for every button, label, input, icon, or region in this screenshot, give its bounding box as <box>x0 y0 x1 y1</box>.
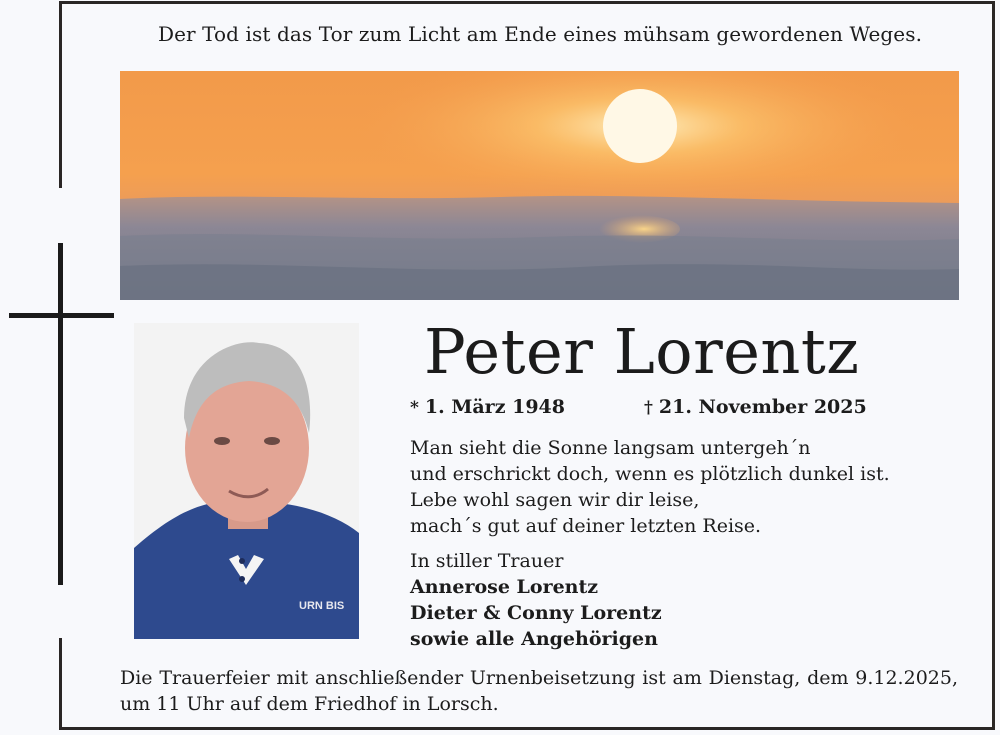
poem <box>410 435 890 539</box>
birth-date-text: 1. März 1948 <box>424 396 565 418</box>
portrait-photo <box>134 323 359 639</box>
mourner-name: Dieter & Conny Lorentz <box>410 602 662 624</box>
poem-line: mach´s gut auf deiner letzten Reise. <box>410 515 762 537</box>
service-info: Die Trauerfeier mit anschließender Urnenbeisetzung ist am Dienstag, dem 9.12.2025, um 11 Uhr auf dem Friedhof in Lorsch. <box>120 667 958 715</box>
shirt-print: URN BIS <box>299 600 345 612</box>
birth-date <box>410 396 565 418</box>
poem-line: und erschrickt doch, wenn es plötzlich dunkel ist. <box>410 463 890 485</box>
death-date-text: 21. November 2025 <box>658 396 867 418</box>
birth-star-icon: * <box>410 398 419 418</box>
sunset-image <box>120 71 959 300</box>
cross-icon-horizontal <box>9 313 114 318</box>
poem-line: Man sieht die Sonne langsam untergeh´n <box>410 437 811 459</box>
poem-line: Lebe wohl sagen wir dir leise, <box>410 489 700 511</box>
cross-icon-vertical <box>58 243 63 585</box>
death-date <box>644 396 867 418</box>
mourner-name: Annerose Lorentz <box>410 576 599 598</box>
mourner-name: sowie alle Angehörigen <box>410 628 658 650</box>
mourners-intro: In stiller Trauer <box>410 550 564 572</box>
motto: Der Tod ist das Tor zum Licht am Ende eines mühsam gewordenen Weges. <box>157 22 923 46</box>
deceased-name: Peter Lorentz <box>424 315 860 388</box>
mourners <box>410 548 662 652</box>
death-cross-icon: † <box>644 398 653 418</box>
